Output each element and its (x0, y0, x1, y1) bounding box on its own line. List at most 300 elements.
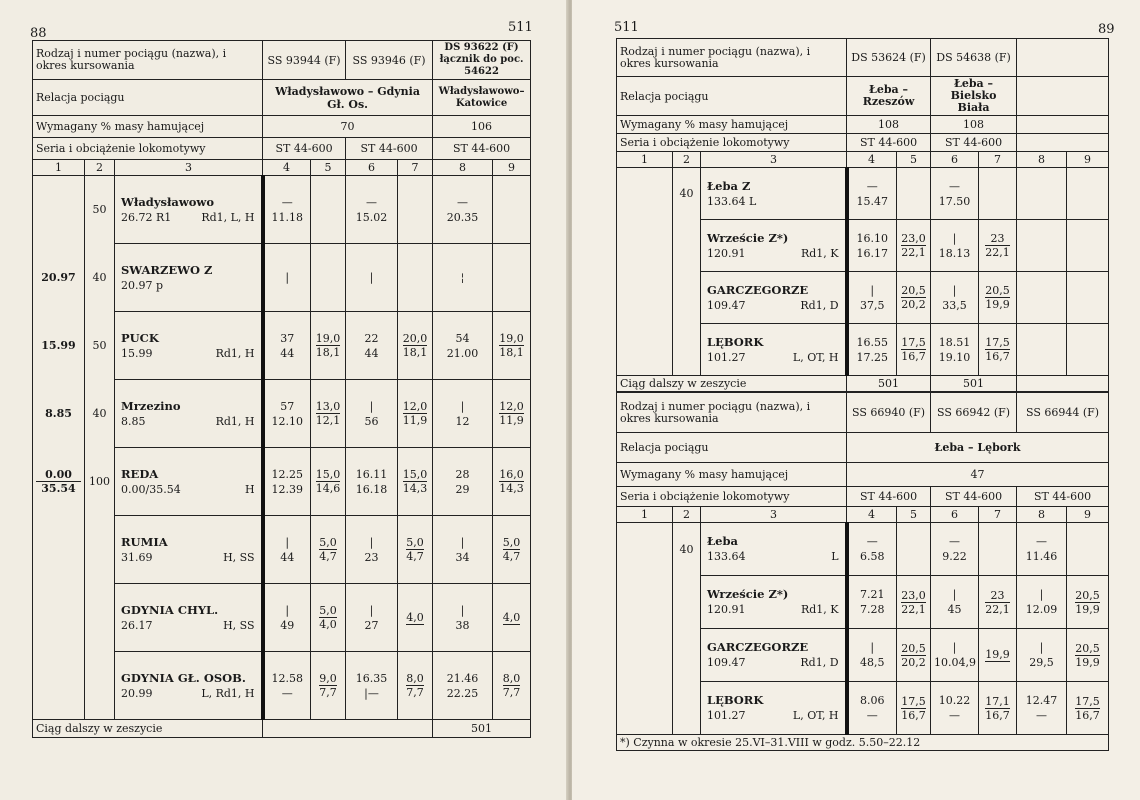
time-value: 16.11 (355, 467, 388, 481)
time-value: 56 (364, 414, 379, 428)
time-value: 10.04,9 (934, 656, 977, 669)
station-name: LĘBORK (707, 693, 764, 707)
run-time-fraction (901, 642, 926, 669)
time-cell (263, 312, 311, 380)
continuation-value: 501 (931, 376, 1017, 392)
station-km: 101.27 (707, 350, 746, 364)
speed-cell: 100 (85, 448, 115, 516)
time-value: — (866, 535, 878, 548)
time-cell (847, 220, 897, 272)
run-time-cell (311, 312, 346, 380)
time-cell (433, 652, 493, 720)
run-time-cell (398, 312, 433, 380)
timetable-right-a (616, 38, 1109, 392)
time-value: 11.18 (271, 210, 304, 224)
empty-cell (1017, 168, 1067, 220)
run-time-cell (311, 448, 346, 516)
time-cell (847, 523, 897, 576)
run-time-cell (398, 652, 433, 720)
speed-cell (673, 576, 701, 629)
col-number: 8 (1017, 507, 1067, 523)
run-time-fraction (406, 536, 424, 563)
time-cell (263, 244, 311, 312)
run-time-value: 19,0 (499, 332, 524, 345)
continuation-value: 501 (847, 376, 931, 392)
table-row (33, 312, 531, 380)
time-value: — (366, 195, 378, 209)
time-cell (1017, 629, 1067, 682)
time-cell (847, 168, 897, 220)
run-time-cell (979, 629, 1017, 682)
time-value: 45 (947, 603, 962, 616)
mass-label: Wymagany % masy hamującej (617, 463, 847, 487)
table-row (33, 176, 531, 244)
time-value: | (1039, 641, 1044, 654)
station-block (121, 195, 255, 225)
relation: Łeba – Bielsko Biała (931, 77, 1017, 116)
run-time-value: 16,7 (985, 350, 1010, 363)
time-cell (931, 324, 979, 376)
run-time-cell (897, 682, 931, 735)
run-time-cell (398, 516, 433, 584)
table-row (617, 682, 1109, 735)
run-time-value: 5,0 (319, 536, 337, 549)
run-time-fraction (406, 672, 424, 699)
table-row (617, 168, 1109, 220)
speed-cell (673, 629, 701, 682)
run-time-fraction (985, 232, 1010, 259)
run-time-value: 20,5 (1075, 588, 1100, 602)
col-number: 2 (673, 507, 701, 523)
time-value: 12.10 (271, 414, 304, 428)
distance-cell (33, 448, 85, 516)
time-value: 16.18 (355, 482, 388, 496)
col-number: 9 (1067, 507, 1109, 523)
station-cell (115, 380, 263, 448)
time-cell (1017, 682, 1067, 735)
station-km: 133.64 L (707, 194, 757, 208)
time-value: 22.25 (446, 686, 479, 700)
continuation-value: 501 (433, 720, 531, 738)
run-time-value: 14,3 (499, 482, 524, 495)
time-value: 54 (455, 331, 470, 345)
run-time-value: 20,2 (901, 298, 926, 311)
time-cell (433, 312, 493, 380)
run-time-cell (1067, 576, 1109, 629)
col-number: 3 (701, 152, 847, 168)
speed-cell (85, 516, 115, 584)
station-name: SWARZEWO Z (121, 262, 213, 277)
run-time-cell (311, 652, 346, 720)
run-time-fraction (403, 332, 428, 359)
station-block (121, 535, 255, 565)
time-value: — (281, 195, 293, 209)
run-time-value: 14,3 (402, 482, 428, 495)
station-km-row (121, 346, 255, 361)
col-number: 3 (701, 507, 847, 523)
run-time-value: 8,0 (406, 672, 424, 685)
col-number: 7 (979, 507, 1017, 523)
time-value: 12.58 (271, 671, 304, 685)
station-codes: H, SS (223, 618, 255, 632)
time-cell (433, 448, 493, 516)
time-value: 21.00 (446, 346, 479, 360)
run-time-cell (897, 629, 931, 682)
relation-label: Relacja pociągu (33, 80, 263, 116)
run-time-value: 12,1 (315, 414, 341, 427)
distance-value: 0.00 (45, 468, 72, 481)
footnote: *) Czynna w okresie 25.VI–31.VIII w godz. 5.50–22.12 (617, 735, 1109, 751)
station-block (121, 263, 255, 293)
time-value: 6.58 (860, 550, 885, 563)
time-value: | (285, 271, 290, 284)
col-number: 3 (115, 160, 263, 176)
run-time-cell (493, 380, 531, 448)
relation: Łeba – Lębork (847, 433, 1109, 463)
station-cell (701, 523, 847, 576)
col-number: 5 (897, 507, 931, 523)
run-time-cell (398, 584, 433, 652)
time-value: — (866, 709, 878, 722)
train-number: DS 93622 (F) łącznik do poc. 54622 (433, 41, 531, 80)
col-number: 5 (311, 160, 346, 176)
run-time-fraction (503, 672, 521, 699)
speed-cell (673, 220, 701, 272)
distance-cell (33, 176, 85, 244)
station-km: 26.72 R1 (121, 210, 172, 224)
mass-label: Wymagany % masy hamującej (617, 116, 847, 134)
run-time-cell (897, 324, 931, 376)
time-value: 17.50 (938, 194, 971, 208)
time-cell (346, 244, 398, 312)
run-time-value: 20,5 (901, 284, 926, 297)
run-time-fraction (985, 648, 1010, 662)
station-codes: H (244, 482, 255, 496)
empty-cell (1017, 272, 1067, 324)
time-cell (931, 576, 979, 629)
station-km: 133.64 (707, 550, 746, 563)
station-km: 109.47 (707, 298, 746, 312)
col-number: 6 (931, 152, 979, 168)
run-time-fraction (319, 536, 337, 563)
right-b-rows (617, 523, 1109, 735)
time-value: 16.35 (355, 671, 388, 685)
time-value: | (285, 535, 290, 549)
time-value: 21.46 (446, 671, 479, 685)
station-block (707, 534, 839, 564)
col-number: 6 (346, 160, 398, 176)
run-time-cell (897, 168, 931, 220)
col-number: 6 (931, 507, 979, 523)
table-row (617, 629, 1109, 682)
station-km-row (121, 618, 255, 633)
time-cell (931, 220, 979, 272)
col-number: 4 (847, 152, 897, 168)
run-time-value: 22,1 (901, 246, 926, 259)
run-time-value: 17,5 (1075, 694, 1100, 708)
time-cell (346, 652, 398, 720)
run-time-value: 22,1 (985, 602, 1010, 616)
table-row (33, 448, 531, 516)
time-value: 18.51 (938, 335, 971, 349)
station-name: RUMIA (121, 534, 168, 549)
relation: Władysławowo – Gdynia Gł. Os. (263, 80, 433, 116)
distance-cell (617, 168, 673, 220)
time-cell (931, 629, 979, 682)
station-km-row (707, 350, 839, 365)
time-cell (433, 380, 493, 448)
run-time-fraction (901, 589, 926, 616)
time-value: 19.10 (938, 350, 971, 364)
empty-cell (1017, 220, 1067, 272)
run-time-fraction (316, 468, 341, 495)
time-cell (433, 584, 493, 652)
left-page (0, 0, 568, 800)
run-time-value: 14,6 (315, 482, 341, 495)
station-km-row (707, 194, 839, 209)
station-cell (701, 220, 847, 272)
time-value: | (952, 641, 957, 654)
col-number: 8 (1017, 152, 1067, 168)
time-value: — (281, 686, 293, 700)
run-time-value: 20,5 (901, 641, 926, 655)
page-code: 511 (508, 20, 533, 35)
empty-cell (1067, 168, 1109, 220)
run-time-value: 19,9 (985, 298, 1010, 311)
station-block (707, 179, 839, 209)
time-value: 7.28 (860, 603, 885, 616)
run-time-value: 5,0 (406, 536, 424, 549)
col-number: 4 (847, 507, 897, 523)
time-value: 22 (364, 331, 379, 345)
station-cell (701, 629, 847, 682)
run-time-cell (493, 516, 531, 584)
loco: ST 44-600 (847, 134, 931, 152)
time-value: 16.55 (856, 335, 889, 349)
station-name: Władysławowo (121, 194, 215, 209)
station-block (707, 640, 839, 670)
table-row (617, 272, 1109, 324)
time-value: 15.47 (856, 194, 889, 208)
run-time-cell (979, 523, 1017, 576)
time-value: 20.35 (446, 210, 479, 224)
station-name: Łeba Z (707, 178, 751, 193)
time-cell (931, 523, 979, 576)
time-cell (433, 516, 493, 584)
run-time-value: 4,0 (406, 610, 424, 624)
time-value: 38 (455, 618, 470, 632)
run-time-fraction (901, 232, 926, 259)
run-time-fraction (316, 332, 341, 359)
page-number: 89 (1098, 22, 1115, 37)
station-km: 101.27 (707, 709, 746, 722)
time-value: | (460, 399, 465, 413)
time-value: 11.46 (1025, 550, 1058, 563)
speed-cell: 50 (85, 312, 115, 380)
right-page (572, 0, 1140, 800)
run-time-value: 20,2 (901, 655, 926, 669)
station-cell (701, 576, 847, 629)
time-value: — (949, 179, 961, 193)
station-km-row (121, 686, 255, 701)
run-time-cell (311, 516, 346, 584)
time-value: 9.22 (942, 550, 967, 563)
run-time-cell (493, 652, 531, 720)
station-block (707, 693, 839, 723)
station-km-row (121, 482, 255, 497)
run-time-cell (979, 324, 1017, 376)
run-time-cell (398, 448, 433, 516)
run-time-fraction (503, 611, 521, 625)
time-value: 17.25 (856, 350, 889, 364)
station-km: 26.17 (121, 618, 153, 632)
run-time-value: 17,1 (985, 694, 1010, 708)
run-time-cell (979, 682, 1017, 735)
station-codes: Rd1, H (215, 414, 255, 428)
station-codes: Rd1, D (800, 298, 839, 312)
station-cell (115, 176, 263, 244)
time-value: 12 (455, 414, 470, 428)
loco: ST 44-600 (433, 138, 531, 160)
distance-value: 35.54 (36, 481, 81, 495)
station-name: GDYNIA GŁ. OSOB. (121, 670, 246, 685)
run-time-cell (897, 523, 931, 576)
time-value: — (1036, 709, 1048, 722)
speed-cell (673, 272, 701, 324)
run-time-value: 7,7 (502, 686, 521, 699)
time-cell (263, 516, 311, 584)
run-time-cell (493, 584, 531, 652)
time-value: — (457, 195, 469, 209)
time-value: — (949, 709, 961, 722)
left-rows (33, 176, 531, 720)
col-number: 1 (617, 152, 673, 168)
station-km-row (707, 655, 839, 670)
run-time-value: 8,0 (502, 672, 521, 685)
run-time-value: 22,1 (985, 246, 1010, 259)
time-value: 15.02 (355, 210, 388, 224)
run-time-fraction (403, 468, 428, 495)
time-cell (847, 629, 897, 682)
time-value: — (1036, 535, 1048, 548)
run-time-value: 7,7 (406, 686, 424, 699)
station-km-row (121, 550, 255, 565)
station-cell (701, 272, 847, 324)
distance-cell (617, 324, 673, 376)
time-value: 29 (455, 482, 470, 496)
train-number: SS 93944 (F) (263, 41, 346, 80)
run-time-fraction (985, 336, 1010, 363)
run-time-cell (1067, 629, 1109, 682)
col-number: 2 (85, 160, 115, 176)
train-number: DS 54638 (F) (931, 39, 1017, 77)
run-time-value: 17,5 (901, 336, 926, 349)
distance-cell (617, 629, 673, 682)
station-name: PUCK (121, 330, 159, 345)
run-time-fraction (316, 400, 341, 427)
run-time-value: 12,0 (499, 400, 524, 413)
train-number: SS 66944 (F) (1017, 393, 1109, 433)
train-label: Rodzaj i numer pociągu (nazwa), i okres kursowania (617, 393, 847, 433)
run-time-cell (311, 244, 346, 312)
time-value: 34 (455, 550, 470, 564)
time-cell (263, 584, 311, 652)
time-value: 44 (364, 346, 379, 360)
time-cell (346, 380, 398, 448)
col-number: 9 (493, 160, 531, 176)
run-time-cell (398, 380, 433, 448)
page-number: 88 (30, 26, 47, 41)
time-cell (346, 176, 398, 244)
station-name: Mrzezino (121, 398, 181, 413)
station-codes: L (831, 550, 839, 563)
time-value: 27 (364, 618, 379, 632)
loco: ST 44-600 (931, 487, 1017, 507)
distance-cell (33, 652, 85, 720)
station-km-row (707, 246, 839, 261)
time-value: | (369, 535, 374, 549)
station-codes: Rd1, K (800, 246, 839, 260)
train-label: Rodzaj i numer pociągu (nazwa), i okres kursowania (33, 41, 263, 80)
col-number: 2 (673, 152, 701, 168)
station-block (121, 399, 255, 429)
run-time-value: 17,5 (985, 336, 1010, 349)
loco-label: Seria i obciążenie lokomotywy (33, 138, 263, 160)
relation: Władysławowo– Katowice (433, 80, 531, 116)
time-value: 49 (280, 618, 295, 632)
time-value: 23 (364, 550, 379, 564)
station-km-row (121, 414, 255, 429)
station-cell (115, 516, 263, 584)
run-time-value: 23 (985, 232, 1010, 246)
run-time-cell (493, 312, 531, 380)
speed-cell (673, 682, 701, 735)
time-cell (1017, 576, 1067, 629)
time-cell (931, 272, 979, 324)
time-value: 37,5 (860, 298, 885, 312)
loco: ST 44-600 (1017, 487, 1109, 507)
run-time-value: 16,0 (499, 468, 524, 481)
empty-cell (1017, 324, 1067, 376)
mass: 108 (931, 116, 1017, 134)
run-time-value: 19,9 (1075, 602, 1100, 616)
time-value: 10.22 (938, 694, 971, 707)
run-time-value: 9,0 (319, 672, 337, 685)
time-cell (847, 576, 897, 629)
run-time-cell (979, 220, 1017, 272)
station-km-row (707, 298, 839, 313)
time-value: | (870, 641, 875, 654)
time-value: — (949, 535, 961, 548)
station-block (707, 335, 839, 365)
run-time-cell (979, 576, 1017, 629)
run-time-fraction (901, 284, 926, 311)
station-codes: L, OT, H (792, 709, 839, 722)
run-time-value: 4,0 (502, 610, 521, 624)
continuation-label: Ciąg dalszy w zeszycie (33, 720, 263, 738)
table-row (33, 380, 531, 448)
run-time-cell (311, 380, 346, 448)
distance-cell (33, 312, 85, 380)
station-name: GARCZEGORZE (707, 282, 809, 297)
run-time-fraction (901, 336, 926, 363)
time-value: | (952, 231, 957, 245)
time-value: | (460, 535, 465, 549)
time-cell (263, 652, 311, 720)
run-time-value: 18,1 (402, 346, 428, 359)
loco: ST 44-600 (346, 138, 433, 160)
run-time-value: 16,7 (901, 350, 926, 363)
